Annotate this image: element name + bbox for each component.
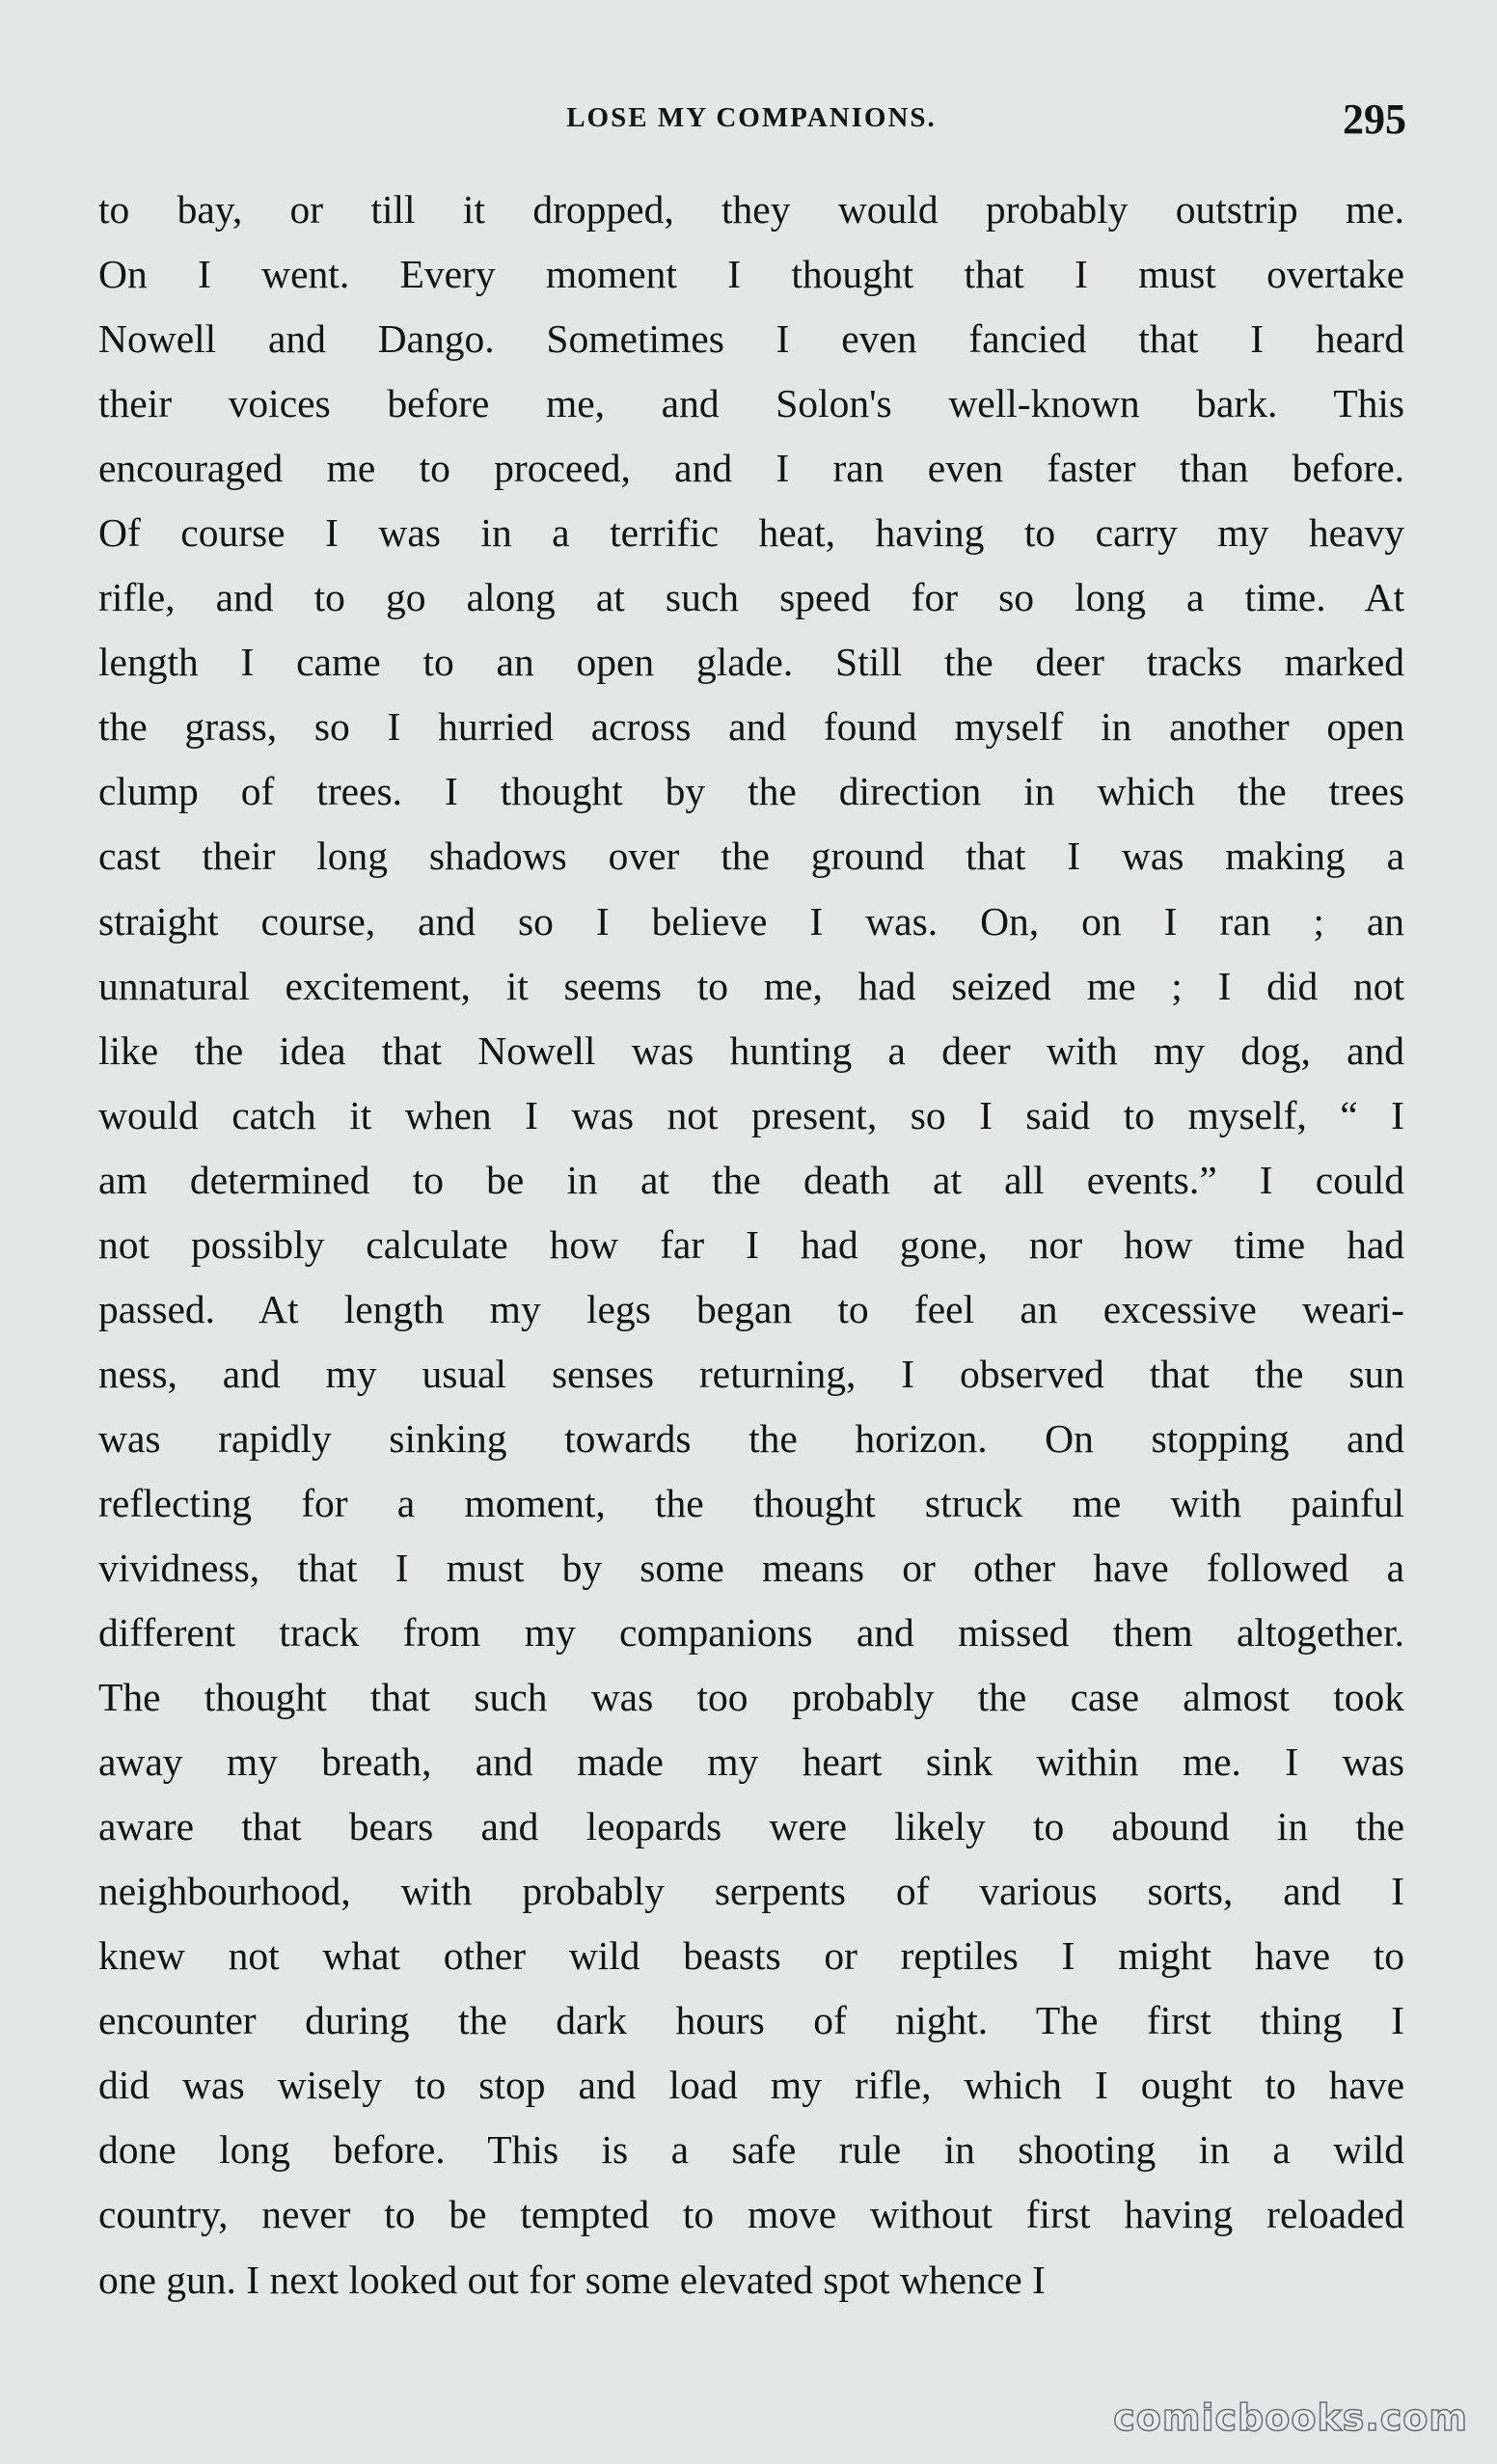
text-line: cast their long shadows over the ground that I was making a	[98, 834, 1404, 879]
text-line: was rapidly sinking towards the horizon. On stopping and	[98, 1415, 1404, 1461]
text-line: vividness, that I must by some means or other have followed a	[98, 1545, 1404, 1590]
text-line: am determined to be in at the death at all events.” I could	[98, 1157, 1404, 1202]
text-line: their voices before me, and Solon's well-known bark. This	[98, 381, 1404, 426]
text-line: one gun. I next looked out for some elevated spot whence I	[98, 2257, 1046, 2302]
text-line: encounter during the dark hours of night. The first thing I	[98, 1998, 1404, 2043]
text-line: straight course, and so I believe I was. On, on I ran ; an	[98, 898, 1404, 944]
text-line: done long before. This is a safe rule in shooting in a wild	[98, 2127, 1404, 2173]
text-line: did was wisely to stop and load my rifle, which I ought to have	[98, 2063, 1404, 2108]
text-line: unnatural excitement, it seems to me, had seized me ; I did not	[98, 963, 1404, 1008]
text-line: Of course I was in a terrific heat, having to carry my heavy	[98, 510, 1404, 556]
watermark: comicbooks.com	[1113, 2396, 1468, 2439]
text-line: country, never to be tempted to move without first having reloaded	[98, 2192, 1404, 2237]
running-title: LOSE MY COMPANIONS.	[566, 102, 937, 133]
text-line: aware that bears and leopards were likely to abound in the	[98, 1804, 1404, 1849]
text-line: Nowell and Dango. Sometimes I even fancied that I heard	[98, 316, 1404, 362]
text-line: The thought that such was too probably the case almost took	[98, 1675, 1404, 1720]
text-line: knew not what other wild beasts or reptiles I might have to	[98, 1933, 1404, 1979]
text-line: length I came to an open glade. Still the deer tracks marked	[98, 640, 1404, 685]
running-head	[96, 95, 1406, 152]
text-line: ness, and my usual senses returning, I observed that the sun	[98, 1351, 1404, 1396]
text-line: passed. At length my legs began to feel an excessive weari-	[98, 1286, 1404, 1331]
text-line: encouraged me to proceed, and I ran even faster than before.	[98, 446, 1404, 491]
text-line: clump of trees. I thought by the direction in which the trees	[98, 769, 1404, 814]
text-line: would catch it when I was not present, so I said to myself, “ I	[98, 1092, 1404, 1137]
text-line: the grass, so I hurried across and found myself in another open	[98, 704, 1404, 750]
text-line: different track from my companions and missed them altogether.	[98, 1610, 1404, 1656]
text-line: On I went. Every moment I thought that I must overtake	[98, 252, 1404, 297]
text-line: reflecting for a moment, the thought struck me with painful	[98, 1480, 1404, 1525]
text-line: not possibly calculate how far I had gone, nor how time had	[98, 1221, 1404, 1267]
body-text	[98, 178, 1404, 2313]
text-line: like the idea that Nowell was hunting a deer with my dog, and	[98, 1027, 1404, 1073]
text-line: rifle, and to go along at such speed for so long a time. At	[98, 575, 1404, 620]
page-number: 295	[1343, 96, 1406, 143]
text-line: away my breath, and made my heart sink within me. I was	[98, 1739, 1404, 1785]
text-line: to bay, or till it dropped, they would probably outstrip me.	[98, 187, 1404, 232]
text-line: neighbourhood, with probably serpents of various sorts, and I	[98, 1869, 1404, 1914]
